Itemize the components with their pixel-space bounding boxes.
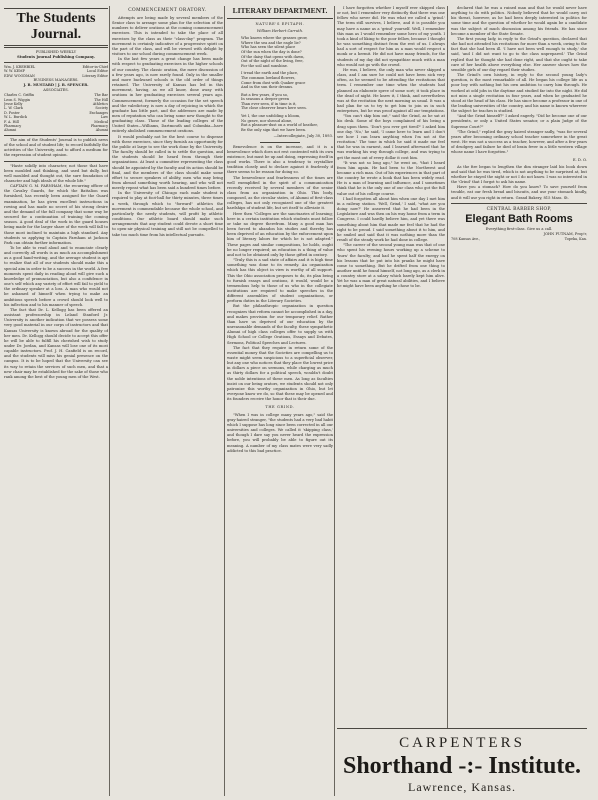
story-paragraph: "When I was in college many years ago," said the gray-haired stranger, "the students had a very bad habit which I suppose has long since been corrected in all our universities and colleges. We called it 'skipping class,' and though I dare say you never heard the expression before, you will probably be able to figure out its meaning. A number of my class mates were very sadly addicted to this bad practice. [227,412,333,453]
article-paragraph: Here then "Colleges are the sanctuaries of learning; here in a certain institution which students must follow or take no degree therefrom. Many a good man has been forced to abandon his studies and thereby has been deprived of an education by the enforcement upon him of literary labors for which he is not adapted." These pages and similar compositions, he holds, ought be no longer required; an education is a thing of value and not to be obtained only by those gifted in oratory. [227,211,333,257]
story-paragraph: "It was not so long ago," he went on, "that I heard from him again. He had been to the Northwest and became a rich man. Out of his experiences in that part of the country he wrote a book that has been widely read. He is a man of learning and influence, and I sometimes think that he is the only one of our class who got the full value out of his college course. [337,160,445,196]
barber-ad-headline: Elegant Bath Rooms [465,212,573,225]
article-paragraph: "Truly this is a sad state of affairs and it is high time something was done to its remedy. An organization which has this object in view is worthy of all support. This the Ohio association proposes to do, its plan being to furnish essays and orations, it would, would be a tremendous help to those of us who in the collegiate institutions are required to make speeches in the different assemblies of student organizations, or perform duties in the Literary Societies. [227,258,333,304]
column-5 [451,6,587,726]
associate-row: Jesse Kelly Athletics [4,102,108,107]
story-paragraph: "The Grind," replied the gray haired stranger sadly, "was for several years after becoming ordinary school teacher somewhere in the great west. He was not a success as a teacher, however, and after a few years of drudgery and failure he died of brain fever in a little western village whose name I have forgotten." [451,129,587,155]
masthead-title: The Students Journal. [16,11,96,42]
notice-rule [4,135,108,136]
column-divider [334,6,335,796]
poem-title: NATURE'S EPITAPH. [255,22,305,26]
article-paragraph: Benevolence is on the increase, and it is a benevolence which does not rest contented with its own existence, but must be up and doing, expressing itself in good works. There is also a tendency to crystallize tradition closely and to declare against it fearlessly if there seems to be reason for doing so. [227,144,333,175]
ad-line-city: Lawrence, Kansas. [408,780,516,794]
story-paragraph: "And the Grind himself?" I asked eagerly. "Did he become one of our presidents, or only a United States senator, or a plain Judge of the Supreme Court?" [451,114,587,129]
column-divider [447,6,448,728]
masthead-publisher: Students Journal Publishing Company. [17,55,95,59]
barber-ad-heading: CENTRAL BARBER SHOP, [486,206,552,212]
story-paragraph: I have forgotten whether I myself ever skipped class or not, but I remember very distinctly that there was one fellow who never did. He was what we called a 'grind.' The term still survives, I believe, and it is possible you may have a name as a 'grind' yourself. Well, I remember this man as I would remember some hero of my youth. I took a kind of liking to the poor fellow, because I thought he was something distinct from the rest of us. I always had a sort of respect for him as a man would respect a monk or a hermit. He did not have many friends, for the students of my day did not sympathize much with a man who would not go with the crowd. [337,6,445,67]
editorial-paragraph: CAPTAIN G. M. FARNHAM, the recurring officer of the Cavalry Guards, for which the Battalion was furnished, has recently been assigned for the Guard examination, he has given excellent instructions in rowing and has made no secret of his strong desire and the demand of the full company that some way be secured for a continuation of training the coming season. A good deal of the work in the guard houses being made for the larger share of the week will fall to those most inclined to maintain a high standard. Any students so applying to Captain Farnham at Jackson Park can obtain further information. [4,184,108,245]
editorial-paragraph: "Haste solidly into character, not those that have been moulded and thinking, and used but dully, but well moulded and thought out, the sure foundation of character and high ideals of the whole life." [4,163,108,183]
ad-line-shorthand: Shorthand -:- Institute. [342,753,582,779]
literary-rule [227,18,333,19]
story-paragraph: He was, I believe, the only man who never skipped a class, and I am sure he could not have been sick very often, as he seemed to be attending the recitations that term. I remember one time when the students had planned an elaborate spree of some sort; it took place in the dead of night. He knew it, I think, and nevertheless was at the recitation the next morning as usual. It was a bad plan for us to try to get him to join us in such enterprises, but he was proof against all our temptations. [337,67,445,114]
editorial-paragraph: It would probably not be the best course to dispense with these exercises, since they furnish an opportunity for the public at large to see the work done by the University. The faculty should be called in to settle the question, and the students should be heard from through their organizations. At least a committee representing the class should be appointed by the faculty and its action should be final, and the members of the class should make some effort to secure speakers of ability, men who may bring from abroad something worth hearing, and who will not merely repeat what has been said a hundred times before. [112,134,223,191]
story-paragraph: The Grind's own history, in reply to the second young lady's question, is the most remarkable of all. He began his college life as a poor boy with nothing but his own ambition to carry him through. He worked at odd jobs in the daytime and studied far into the night. He did not miss a single recitation in four years, and when he graduated he stood at the head of his class. He has since become a professor in one of the leading universities of the country, and his name is known wherever the subject he teaches is studied. [451,73,587,114]
editorial-paragraph: In the University of Chicago each male student is required to play at foot-ball for thirty minutes, three times a week, through which to "forward" athletics the movement is commendable because the whole school, and particularly the needy students, will profit by athletic conditions. Our athletic board should make such arrangements that any student could devote a short time to open-air physical training and still not be compelled to take too much time from his intellectual pursuits. [112,191,223,237]
associate-row: L. W. Clark Society [4,106,108,111]
barber-ad [451,207,587,242]
staff-row: EDW. WOODMAN Literary Editor [4,73,108,78]
column-2 [112,6,223,798]
masthead-frequency: PUBLISHED WEEKLY [35,50,77,54]
barber-ad-tagline: Everything first-class. Give us a call. [485,226,553,231]
barber-ad-address: 708 Kansas Ave., Topeka, Kan. [451,236,587,241]
article-paragraph: But the philanthropic organization in question recognizes that reform cannot be accomplished in a day, and makes provision for our temporary relief. Rather than have us deprived of our education by the unreasonable demands of the faculty, these sympathetic Alumni of high class colleges offer to supply us with High School or College Orations, Essays and Debates, Sermons, Political Speeches and Lectures. [227,304,333,345]
literary-department-title: LITERARY DEPARTMENT. [232,6,328,15]
associate-row: W. L. Burdick Law [4,115,108,120]
staff-row: W. W. KEMP Local Editor [4,69,108,74]
poem-author: William Herbert Carruth. [256,29,304,34]
story-paragraph: declared that he was a ruined man and that he would never have anything to do with politics. Nobody believed that he would carry out his threat, however, as he had been deeply interested in politics for some time and the question of whether he would again be a candidate was the subject of much discussion among his friends. He has since become a member of the State Senate. [451,6,587,36]
editorial-paragraph: Attempts are being made by several members of the Senior class to arrange some plan for the selection of the numbers to deliver orations at the coming commencement exercises. This is intended to take the place of all exercises by the class as their "class-day" program. The movement is certainly indicative of a progressive spirit on the part of the class, and will be viewed with delight by visitors to our school during commencement week. [112,16,223,57]
editorial-rule [4,161,108,162]
associate-row: Leon S. Wiggin The Hill [4,97,108,102]
editorial-paragraph: The fact that Dr. L. Kellogg has been offered an assistant professorship in Leland Stanford Jr. University is another indication that we possess some very good material in our corps of instructors and that Kansas University is known abroad for the quality of her men. Dr. Kellogg should decide to accept this offer he will be able to fulfill his cherished wish to study under Dr. Jordan, and Kansas will lose one of its most capable instructors. Prof. J. H. Canfield is on record, and the students will miss his genial presence on the campus. It is to be hoped that the University can see its way to retain the services of such men, and that a new chair may be established for the sake of those who rank among the best of the young men of the West. [4,307,108,379]
barber-ad-owner: JOHN PUTNAM, Prop'r, [543,231,587,236]
column-4 [337,6,445,726]
story-paragraph: The first young lady, in reply to the Grind's question, declared that she had not attended his recitations for more than a week, owing to the fact that she had been ill. 'I have not been well enough to study,' she said, 'and I did not want to go to the class unprepared.' The Grind replied that he thought she had done right, and that she ought to take care of her health above everything else. Her answer shows how the sensible girls of our day regard their studies. [451,36,587,72]
story-paragraph: "The career of the second young man was that of one who spent his evening hours working up a scheme to 'burn' the faculty; and had he spent half the energy on his lessons that he put into his pranks he might have come to something. But he drifted from one thing to another until he found himself, not long ago, as a clerk in a country store at a salary which barely kept him alive. Yet he was a man of great natural abilities, and I believe he might have been anything he chose to be. [337,243,445,289]
story-paragraph: "You can't skip him out," said the Grind, as he sat at his desk. Some of the boys complained of his being a drag upon them. 'Don't you ever get tired?' I asked him one day. 'No,' he said, 'I came here to learn and I don't see how I can learn anything when I'm not at the recitation.' The tone in which he said it made me feel that he was in earnest, and I learned afterward that he was working his way through college, and was trying to get the most out of every dollar it cost him. [337,114,445,160]
associates-list [4,93,108,133]
short-rule [260,142,300,143]
commencement-heading: COMMENCEMENT ORATORY. [128,8,207,13]
poem-signature: —Intercollegiate, July 30, 1893. [273,134,333,139]
column-3 [227,6,333,798]
bakery-notice: Have you a stomach? How do you know? To save yourself from trouble, eat our fresh bread and biscuits, and use your stomach kindly, and it will use you right in return. Grand Bakery, 815 Mass. St. [451,185,587,200]
associate-row: Alumni Alumni [4,128,108,133]
column-1 [4,6,108,798]
business-heading: BUSINESS MANAGERS. [33,78,79,83]
poem-verse: Who knows where the grasses grow, Where the sea and the eagle lie? Who has seen the silent place Of the sun when the day is done? Of the daisy that opens with dawn, Out of the night of the living, free, For the soil and sunshine. I tread the earth and the place, The common lowland flowers, Come from dust with Quaker grace And in the sun their dreams. But a few years, if you so, In seasons a deeper green Than ever seen, if in time is it, The close observer bears here seen. Yet I, the one unfolding a bloom, No grave, nor shroud alone, But a pleasure-dust on a world of heather, Be the only sign that we have been. [241,36,318,132]
editorial-paragraph: In the last few years a great change has been made with respect to graduating exercises in the higher schools of our country. The classic oration, the mere discussion of a few years ago, is now rarely found. Only in the smaller and more backward schools is the old order of things retained. The University of Kansas has led in this movement, having, as we all know, done away with orations in her graduating exercises several years ago. Commencement, formerly the occasion for the set speech and the valedictory, is now a day of rejoicing in which the graduate has little part, and the addresses are made by men of reputation who can bring some new thought to the graduating class. Those of the leading colleges of the United States—Williams, Dartmouth and Columbia—have entirely abolished commencement orations. [112,57,223,134]
top-rule [4,8,108,9]
column-divider [224,6,225,796]
article-paragraph: The fact that they require in return some of the essential money that the Societies are compelling us to waste might seem suspicious to a superficial observer, but any one who notices that they place the lowest price in dollars a piece on sermons, while charging as much as thirty dollars for a political speech, wouldn't doubt the noble intentions of these men. As long as faculties insist on our being orators, we students should not only patronize this worthy organization in Ohio, but let everyone know we do, so that these may be opened and its founders receive the honor that is their due. [227,345,333,402]
masthead-notice: The aim of the Students' Journal is to publish news of the school and of student life; to record faithfully the activities of the University, and to afford a medium for the expression of student opinion. [4,137,108,158]
business-names: J. R. MUSTARD | J. B. SPENCER. [23,83,89,88]
staff-row: Wm. J. KREHBIEL Editor-in-Chief [4,65,108,69]
associate-row: F. A. Hill Medical [4,119,108,124]
article-paragraph: The benevolence and fearlessness of the times are well exemplified in the spirit of a communication recently received by several members of the senior class from an organization in Ohio. This body, composed, as the circular states, of Alumni of first-class colleges, has not only recognized one of the greatest hardships of student life, but set itself to alleviate it. [227,175,333,211]
ad-rule [451,203,587,204]
staff-list [4,65,108,78]
story-title: THE GRIND. [265,405,295,410]
ad-line-carpenters: CARPENTERS [399,735,525,751]
shorthand-institute-ad [337,728,587,797]
publisher-rule [4,62,108,63]
editorial-paragraph: To be able to read aloud and to enunciate clearly and correctly all words is as much an accomplishment as a good hand-writing, and the average student is apt to realize that all of our students should make this a special aim in order to be a success in the world. A few moments spent daily in reading aloud will give such a knowledge of pronunciation, but also a confidence in one's self which any variety of effort will fail to yield to the ordinary speaker at a loss. A man who would not be ashamed of himself when trying to make an ambitious speech before a crowd should look well to his inflection and to his manner of speech. [4,246,108,307]
column-divider [109,6,110,796]
associates-heading: ASSOCIATES. [43,88,69,93]
story-paragraph: I had forgotten all about him when one day I met him in a railway station. 'Well, Grind,' I said, 'what are you doing now?' He answered that he had been in the Legislature and was then on his way home from a term in Congress. I could hardly believe him, and yet there was something about him that made me feel that he had the right to be proud. I said something about it to him, and he smiled and said that it was nothing more than the result of the steady work he had done in college. [337,196,445,243]
masthead-rule [4,45,108,48]
story-paragraph: As the fire began to lengthen the dim stranger laid his book down and said that he was tired, which is not anything to be surprised at, but whether he stayed the night or not I do not know. I was so interested in the 'Grind' that I forgot to ask his name. [451,164,587,185]
associate-row: Pharmacy Pharmacy [4,124,108,129]
associate-row: Charles C. Griffin The Bar [4,93,108,98]
associate-row: D. Foster Exchanges [4,110,108,115]
story-signature: E. D. O. [572,157,587,162]
